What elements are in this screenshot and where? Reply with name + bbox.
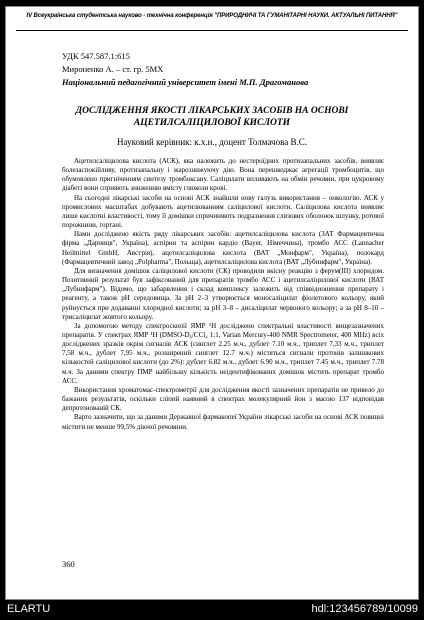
- paragraph: За допомогою методу спектроскопії ЯМР ¹Н досліджено спектральні властивості вищезазначених препаратів. У спектрах ЯМР ¹Н (DMSO-D₆/CCl₄ 1:1, Varian Mercury-400 NMR Spectrometer, 400 MHz) всіх досліджених зразків окрім сигналів АСК (синглет 2.25 м.ч., дублет 7.10 м.ч., триплет 7,33 м.ч., триплет 7,58 м.ч., дублет 7,95 м.ч., розширений синглет 12.7 м.ч.) містяться сигнали протонів залишкових кількостей саліцилової кислоти (до 2%): дублет 6.82 м.ч., дублет 6.90 м.ч., триплет 7.45 м.ч., триплет 7.78 м.ч. За даними спектру ПМР найбільшу кількість неідентифікованих домішок містить препарат тромбо АСС.: [62, 321, 384, 385]
- paragraph: Використання хроматомас-спектрометрії для дослідження якості зазначених препаратів не привело до бажаних результатів, оскільки сліпий наявний в спектрах молекулярний йон з масою 137 відповідав депротонованій СК.: [62, 385, 384, 413]
- paragraph: Нами досліджено якість ряду лікарських засобів: ацетилсаліцилова кислота (ЗАТ Фармацевтична фірма „Дарниця", Україна), аспірин та аспірин кардіо (Bayer, Німеччина), тромбо АСС (Lannacher Heilmittel GmbH, Австрія), ацетилсаліцилова кислота (ВАТ „Монфарм", Україна), полокард (Фармацевтичний завод „Polpharma", Польща), ацетилсаліцилова кислота (ВАТ „Лубнифарм", Україна).: [62, 230, 384, 266]
- article-title: ДОСЛІДЖЕННЯ ЯКОСТІ ЛІКАРСЬКИХ ЗАСОБІВ НА ОСНОВІ АЦЕТИЛСАЛІЦИЛОВОЇ КИСЛОТИ: [75, 106, 349, 128]
- repository-footer: [0, 600, 424, 620]
- author-line: Мироненко А. – ст. гр. 5МХ: [62, 64, 164, 74]
- conference-running-head: IV Всеукраїнська студентська науково - технічна конференція "ПРИРОДНИЧІ ТА ГУМАНІТАРНІ НАУКИ. АКТУАЛЬНІ ПИТАННЯ": [26, 13, 398, 19]
- paragraph: Ацетилсаліцилова кислота (АСК), яка належить до нестероїдних протизапальних засобів, виявляє болезаспокійливу, протизапальну і жарознижуючу дію. Вона перешкоджає агрегації тромбоцитів, що обумовлено пригніченням синтезу тромбоксану. Саліцилати впливають на обмін речовин, при цукровому діабеті вони сприяють зниженню вмісту глюкози крові.: [62, 157, 384, 193]
- supervisor-line: Науковий керівник: к.х.н., доцент Толмачова В.С.: [117, 137, 307, 147]
- handle-identifier: hdl:123456789/10099: [311, 603, 418, 615]
- paragraph: Для визначення домішок саліцилової кислоти (СК) проводили якісну реакцію з ферум(ІІІ) хлоридом. Позитивний результат був зафіксований для препаратів тромбо АСС і ацетилсаліцилової кислоти (ВАТ „Лубнифарм"). Відомо, що забарвлення і склад комплексу залежить від співвідношення препарату і реагенту, а також рН середовища. За рН 2–3 утворюється моносаліцилат фіолетового кольору, який руйнується при додаванні хлоридної кислоти; за рН 3–8 – дисаліцилат червоного кольору; а за рН 8–10 – трисаліцилат жовтого кольору.: [62, 266, 384, 321]
- document-page: [5, 6, 419, 600]
- page-number: 360: [62, 559, 75, 569]
- repository-name: ELARTU: [7, 603, 51, 615]
- paragraph: На сьогодні лікарські засоби на основі АСК знайшли нову галузь використання – онкологію. АСК у промислових масштабах добувають ацетилюванням саліцилової кислоти. Саліцилова кислота виявляє лише кислотні властивості, тому її домішки спричиняють подразнення слизових оболонок шлунку, ротової порожнини, гортані.: [62, 193, 384, 230]
- paragraph: Варто зазначити, що за даними Державної фармакопеї України лікарські засоби на основі АСК повинні містити не менше 99,5% діючої речовини.: [62, 413, 384, 431]
- udc-code: УДК 547.587.1:615: [62, 51, 130, 61]
- affiliation-line: Національний педагогічний університет імені М.П. Драгоманова: [62, 77, 309, 87]
- header-rule: [16, 30, 408, 31]
- article-body: [62, 157, 384, 432]
